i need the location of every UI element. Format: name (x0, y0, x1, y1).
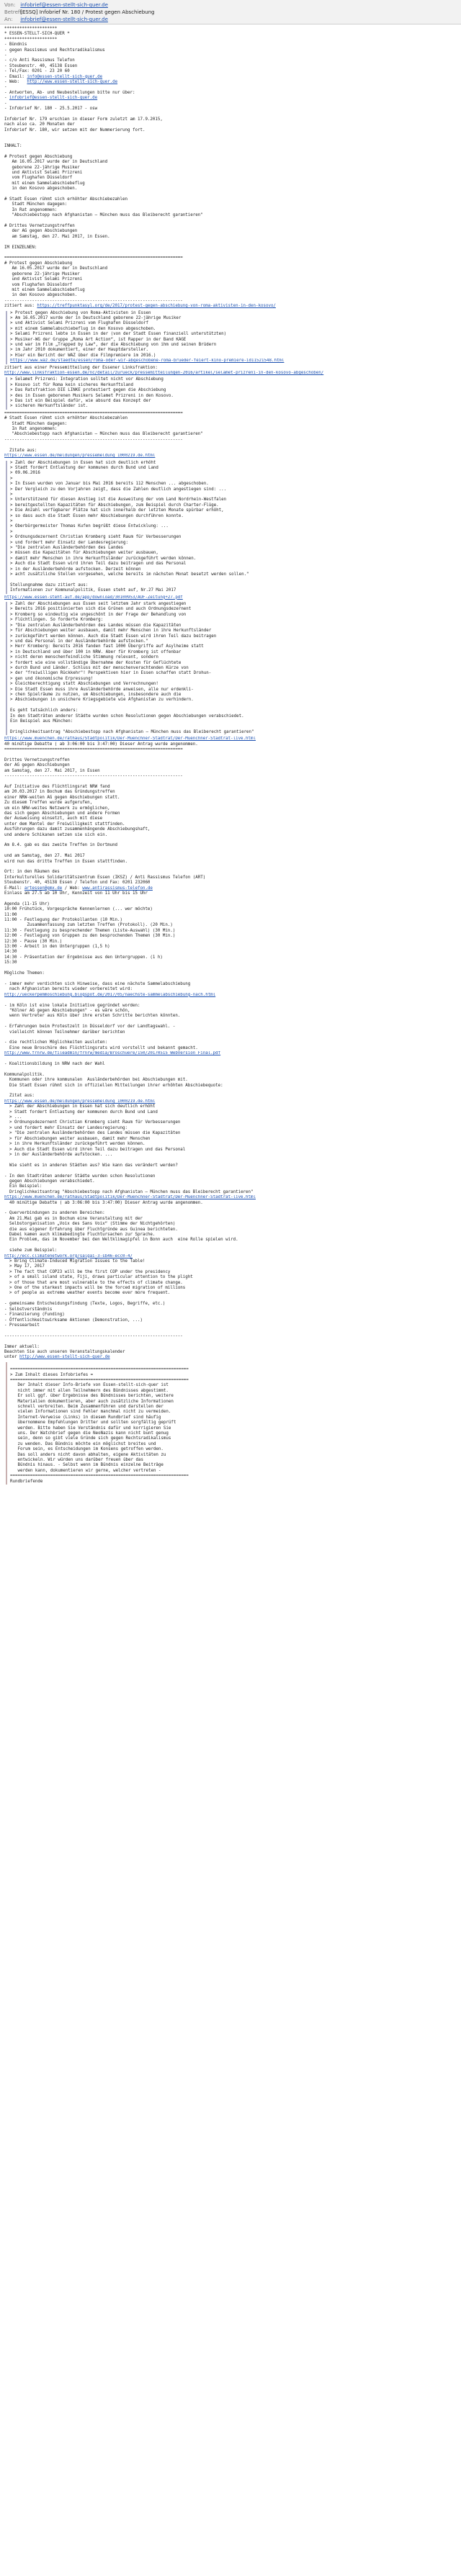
to-key: An: (4, 17, 13, 22)
section-vernetzungstreffen (4, 747, 457, 993)
quote-essen-steht-auf-text: > Zahl der Abschiebungen aus Essen seit letztem Jahr stark angestiegen > Bereits 2016 positionierten sich die Grünen und auch Ordnungsdezernent > Kromberg so eindeutig wie ungeschönt in der Frage der Behandlung von > Flüchtlingen. So forderte Kromberg: > "Die zentralen Ausländerbehörden des Landes müssen die Kapazitäten > für Abschiebungen weiter ausbauen, damit mehr Menschen in ihre Herkunftsländer > zurückgeführt werden können. Auch die Stadt Essen wird ihren Teil dazu beitragen > und das Personal in der Ausländerbehörde aufstocken." > Herr Kromberg: Bereits 2016 fanden fast 1000 Übergriffe auf Asylheime statt > in Deutschland und über 100 in NRW. Aber für Kromberg ist offenbar > nicht deren menschenfeindliche Stimmung relevant, sondern > fordert wie eine vollständige Übernahme der Kosten für Geflüchtete > durch Bund und Länder. Schluss mit der menschenverachtenden Kürze von > der "freiwilligen Rückkehr"! Perspektiven hier in Essen schaffen statt Drohun- > gen und ökonomische Erpressung! > Gleichberechtigung statt Abschiebungen und Verrechnungen! > Die Stadt Essen muss ihre Ausländerbehörde anweisen, alle nur erdenkli- > chen Spielräume zu nutzen, um Abschiebungen, insbesondere auch die > Abschiebungen in unsichere Kriegsgebiete wie Afghanistan zu verhindern. Es geht tatsächlich anders: In den Stadträten anderer Städte wurden schon Resolutionen gegen Abschiebungen verabschiedet. Ein Beispiel aus München: Dringlichkeitsantrag "Abschiebestopp nach Afghanistan – München muss das Bleiberecht garantieren" (10, 602, 254, 734)
subject-row (4, 9, 457, 16)
disclaimer-text: Der Inhalt dieser Info-Briefe von Essen-stellt-sich-quer ist nicht immer mit allen Teilnehmern des Bündnisses abgestimmt. Er soll ggf. über Ergebnisse des Bündnisses berichten, weitere Materialien dokumentieren, aber auch zusätzliche Informationen schnell verbreiten. Beim Zusammenführen und darstellen der vielen Informationen sind Fehler manchmal nicht zu vermeiden. Internet-Verweise (Links) in diesem Rundbrief sind häufig übernommene Empfehlungen Dritter und sollten sorgfältig geprüft werden. Bitte haben Sie Verständnis dafür und korrigieren Sie uns. Der Watchbrief gegen die NeoNazis kann nicht bunt genug sein, denn so gibt viele Gründe sich gegen Rechtsradikalismus zu wenden. Das Bündnis möchte ein möglichst breites und Forum sein, es Entscheidungen im Konsens getroffen werden. Das soll anders nicht davon abhalten, eigene Aktivitäten zu entwickeln. Wir würden uns darüber freuen über das Bündnis hinaus. - Selbst wenn im Bündnis einzelne Beiträge werden kann, dokumentieren wir gerne, welcher vertreten - ======================================================================= Rundbriefende (10, 1383, 189, 1484)
treffpunktasyl-link[interactable]: https://treffpunktasyl.org/de/2017/protest-gegen-abschiebung-von-roma-aktivisten-in-den-kosovo/ (37, 304, 276, 309)
web-label: - Web: (4, 80, 27, 85)
from-row (4, 1, 457, 9)
recipient-address[interactable]: infobrief@essen-stellt-sich-quer.de (20, 17, 108, 22)
disclaimer-heading: ======================================================================= > Zum Inhalt dieses Infobriefes = ======================================================================= (10, 1367, 189, 1382)
to-row (4, 16, 457, 23)
from-key: Von: (4, 2, 16, 8)
section-abschiebezahlen: ======================================================================= # Stadt Essen rühmt sich erhöhter Abschiebezahlen Stadt München dagegen: In Rat angenommen: "Abschiebestopp nach Afghanistan – München muss das Bleiberecht garantieren" ----------------------------------------------------------------------- Zitate aus: (4, 410, 203, 453)
quote-linksfraktion-text: > Selamet Prizreni: Integration solltet nicht vor Abschiebung > Kosovo ist für Roma kein sicheres Herkunftsland > Das Ratsfraktion DIE LINKE protestiert gegen die Abschiebung > des in Essen geborenen Musikers Selamet Prizreni in den Kosovo. > Das ist ein Beispiel dafür, wie absurd das Konzept der > sicheren Herkunftsländer ist. (10, 377, 174, 409)
essen-steht-auf-link[interactable]: https://www.essen-steht-auf.de/app/download/30100953/AUF-Zeitung+27.pdf (4, 595, 183, 600)
sender-address[interactable]: infobrief@essen-stellt-sich-quer.de (20, 2, 108, 8)
subject-text: [ESSQ] Infobrief Nr. 180 / Protest gegen Abschiebung (20, 9, 155, 15)
essen-press-link[interactable]: https://www.essen.de/meldungen/pressemeldung_1000219.de.html (4, 454, 156, 459)
climate-text: > Bring Climate-Induced Migration Issues to the Table! > May 17, 2017 > The fact that COP23 will be the first COP under the presidency > of a small island state, Fiji, draws particular attention to the plight > of those that are most vulnerable to the effects of climate change. > One of the starkest impacts will be the forced migration of millions > of people as extreme weather events become ever more frequent. - gemeinsame Entscheidungsfindung (Texte, Logos, Begriffe, etc.) - Selbstverständnis - Finanzierung (Funding) - Öffentlichkeitswirksame Aktionen (Demonstration, ...) - Pressearbeit ----------------------------------------------------------------------- Immer aktuell: Beachten Sie auch unseren Veranstaltungskalender unter (4, 1259, 193, 1360)
linksfraktion-link[interactable]: http://www.linksfraktion-essen.de/nc/detail/zurueck/pressemitteilungen-2016/artikel/selamet-prizreni-in-den-kosovo-abgeschoben/ (4, 371, 324, 375)
art-email-link[interactable]: artessen@gmx.de (24, 886, 63, 891)
muenchen-stadtrat-link-2[interactable]: https://www.muenchen.de/rathaus/Stadtpolitik/Der-Muenchner-Stadtrat/Der-Muenchner-Stadtrat-live.html (4, 1195, 256, 1200)
quote-essen-press (6, 461, 457, 594)
debate-note: 40 minütige Debatte ( ab 3:06:00 bis 3:47:00) Dieser Antrag wurde angenommen. (4, 742, 198, 747)
message-header (0, 0, 461, 24)
subscribe-email-link[interactable]: infobrief@essen-stellt-sich-quer.de (9, 96, 98, 101)
quote-and-resolution-text: > Zahl der Abschiebungen in Essen hat sich deutlich erhöht > Stadt fordert Entlastung der kommunen durch Bund und Land > ... > Ordnungsdezernent Christian Kromberg sieht Raum für Verbesserungen > und fordert mehr Einsatz der Landesregierung: > "Die zentralen Ausländerbehörden des Landes müssen die Kapazitäten > für Abschiebungen weiter ausbauen, damit mehr Menschen > in ihre Herkunftsländer zurückgeführt werden können. > Auch die Stadt Essen wird ihren Teil dazu beitragen und das Personal > in der Ausländerbehörde aufstocken. ... Wie sieht es in anderen Städten aus? Wie kann das verändert werden? - In den Stadträten anderer Städte wurden schon Resolutionen gegen Abschiebungen verabschiedet. Ein Beispiel: Dringlichkeitsantrag "Abschiebestopp nach Afghanistan – München muss das Bleiberecht garantieren" (4, 1104, 254, 1194)
topics-text: - im Köln ist eine lokale Initiative gegründet worden: "Kölner AG gegen Abschiebungen" - es wäre schön, wenn Vertreter aus Köln über ihre ersten Schritte berichten könnten. - Erfahrungen beim Protestzelt in Düsseldorf vor der Landtagswahl. - vielleicht können Teilnehmer darüber berichten - die rechtlichen Möglichkeiten ausloten: Eine neue Broschüre des Flüchtlingsrats wird vorstellt und bekannt gemacht. (4, 1003, 198, 1050)
antirassismus-telefon-link[interactable]: www.antirassismus-telefon.de (82, 886, 153, 891)
toc-text: - - Infobrief Nr. 180 - 25.5.2017 - osw Infobrief Nr. 179 erschien in dieser Form zuletzt am 17.9.2015, nach also ca. 20 Monaten der Infobrief Nr. 180, wir setzen mit der Nummerierung fort. INHALT: # Protest gegen Abschiebung Am 16.05.2017 wurde der in Deutschland geborene 22-jährige Musiker und Aktivist Selami Prizreni vom Flughafen Düsseldorf mit einem Sammelabschiebeflug in den Kosovo abgeschoben. # Stadt Essen rühmt sich erhöhter Abschiebezahlen Stadt München dagegen: In Rat angenommen: "Abschiebestopp nach Afghanistan – München muss das Bleiberecht garantieren" # Drittes Vernetzungstreffen der AG gegen Abschiebungen am Samstag, den 27. Mai 2017, in Essen. IM EINZELNEN: ======================================================================= # Protest gegen Abschiebung Am 16.05.2017 wurde der in Deutschland geborene 22-jährige Musiker und Aktivist Selami Prizreni vom Flughafen Düsseldorf mit einem Sammelabschiebeflug in den Kosovo abgeschoben. ----------------------------------------------------------------------- (4, 101, 203, 303)
muenchen-stadtrat-link[interactable]: https://www.muenchen.de/rathaus/Stadtpolitik/Der-Muenchner-Stadtrat/Der-Muenchner-Stadtrat-live.html (4, 737, 256, 742)
website-link[interactable]: http://www.essen-stellt-sich-quer.de (27, 80, 118, 85)
contact-email-link[interactable]: info@essen-stellt-sich-quer.de (27, 74, 103, 79)
kommunalpolitik-text: - Koalitionsbildung in NRW nach der Wahl Kommunalpolitik. Kommunen oder ihre kommunalen Ausländerbehörden bei Abschiebungen mit. Die Stadt Essen rühmt sich in offiziellen Mitteilungen ihrer erhöhten Abschiebequote: Zitat aus: (4, 1062, 223, 1099)
frnrw-brochure-link[interactable]: http://www.frnrw.de/fileadmin/frnrw/media/Broschuere/150/20170515_WebVersion_Final.pdf (4, 1051, 221, 1056)
waz-link[interactable]: https://www.waz.de/staedte/essen/roma-oder-wir-abgeschobene-roma-brueder-feiert-kino-premiere-id11521548.html (10, 359, 285, 364)
masthead (4, 27, 457, 304)
quote-linksfraktion (6, 377, 457, 409)
disclaimer-box (6, 1362, 457, 1485)
citation-label: zitiert aus: (4, 304, 37, 309)
agenda-text: Einlass am 27.5 ab 10 Uhr, Kennzeit von 11 Uhr bis 15 Uhr Agenda (11-15 Uhr) 10:00 Frühstück, Vorgespräche Kennenlernen (... wer möchte) 11:00 11:00 - Festlegung der Protokollanten (10 Min.) Zusammenfassung zum letzten Treffen (Protokoll). (20 Min.) 11:30 - Festlegung zu besprechender Themen (Liste-Auswahl) (30 Min.) 12:00 - Festlegung von Gruppen zu den besprochenden Themen (30 Min.) 12:30 - Pause (30 Min.) 13:00 - Arbeit in den Untergruppen (1,5 h) 14:30 14:30 - Präsentation der Ergebnisse aus den Untergruppen. (1 h) 15:30 Mögliche Themen: - immer mehr verdichten sich Hinweise, dass eine nächste Sammelabschiebung nach Afghanistan bereits wieder vorbereitet wird: (4, 891, 191, 992)
quote-essen-press-text: > Zahl der Abschiebungen in Essen hat sich deutlich erhöht > Stadt fordert Entlastung der kommunen durch Bund und Land > 09.06.2016 > > In Essen wurden von Januar bis Mai 2016 bereits 112 Menschen ... abgeschoben. > Der Vergleich zu den Vorjahren zeigt, dass die Zahlen deutlich angestiegen sind: ... > > Unterstützend für diesen Anstieg ist die Ausweitung der vom Land Nordrhein-Westfalen > bereitgestellten Kapazitäten für Abschiebungen, zum Beispiel durch Charter-Flüge. > Die Anzahl verfügbarer Plätze hat sich innerhalb der letzten Monate spürbar erhöht, > so dass auch die Stadt Essen mehr Abschiebungen durchführen konnte. > > Oberbürgermeister Thomas Kufen begrüßt diese Entwicklung: ... > > Ordnungsdezernent Christian Kromberg sieht Raum für Verbesserungen > und fordert mehr Einsatz der Landesregierung: > "Die zentralen Ausländerbehörden des Landes > müssen die Kapazitäten für Abschiebungen weiter ausbauen, > damit mehr Menschen in ihre Herkunftsländer zurückgeführt werden können. > Auch die Stadt Essen wird ihren Teil dazu beitragen und das Personal > in der Ausländerbehörde aufstocken. Derzeit können > acht zusätzliche Stellen vorgesehen, welche bereits im nächsten Monat besetzt werden sollen." Stellungnahme dazu zitiert aus: Informationen zur Kommunalpolitik, Essen steht auf, Nr.27 Mai 2017 (10, 460, 249, 593)
message-body (0, 24, 461, 1488)
quote-essen-steht-auf (6, 602, 457, 735)
climate-quote-and-calendar (4, 1259, 457, 1361)
web-separator: / Web: (62, 886, 83, 891)
querverbindungen-text: 40 minütige Debatte ( ab 3:06:00 bis 3:47:00) Dieser Antrag wurde angenommen. - Querverbindungen zu anderen Bereichen: Am 21.Mai gab es in Bochum eine Veranstaltung mit der Selbstorganisation „Voix des Sans Voix“ (Stimme der Nichtgehörten) die aus eigener Erfahrung über Fluchtgründe aus Guinea berichteten. Dabei kamen auch klimabedingte Fluchtursachen zur Sprache. Ein Problem, das im November bei den Weltklimagipfel in Bonn auch eine Rolle spielen wird. siehe zum Beispiel: (4, 1200, 238, 1253)
quote-protest (6, 311, 457, 364)
calendar-link[interactable]: http://www.essen-stellt-sich-quer.de (19, 1355, 110, 1360)
citation-line-2: zitiert aus einer Pressemitteilung der Essener Linksfraktion: (4, 365, 158, 370)
subject-key: Betreff: (4, 9, 24, 15)
essen-press-link-2[interactable]: https://www.essen.de/meldungen/pressemeldung_1000219.de.html (4, 1099, 156, 1104)
quote-protest-text: > Protest gegen Abschiebung von Roma-Aktivisten in Essen > Am 16.05.2017 wurde der in Deutschland geborene 22-jährige Musiker > und Aktivist Selami Prizreni vom Flughafen Düsseldorf > mit einem Sammelabschiebeflug in den Kosovo abgeschoben. > Selami Prizreni lebte in Essen in der (von der Stadt Essen finanziell unterstützten) > Musiker-WG der Gruppe „Roma Art Action“, ist Rapper in der Band KAGE > und war im Film „Trapped by Law“, der die Abschiebung von ihm und seinen Brüdern > im Jahr 2010 dokumentiert, einer der Hauptdarsteller. > Hier ein Bericht der WAZ über die Filmpremiere im 2016.) (10, 310, 227, 358)
subscribe-text: - - Antworten, Ab- und Neubestellungen bitte nur über: - (4, 85, 135, 101)
masthead-text: ********************* * ESSEN-STELLT-SICH-QUER * ********************* - Bündnis - gegen Rassismus und Rechtsradikalismus - - c/o Anti Rassismus Telefon - Steubenstr. 40, 45138 Essen - Tel/Fax: 0201 - 23 20 60 - Email: (4, 27, 105, 79)
climatenetwork-link[interactable]: http://ecc.climatenetwork.org/salgai-3-sb46-ecc0-4/ (4, 1253, 133, 1258)
sammelabschiebung-blog-link[interactable]: http://ueckerpemmoschiebung.blogspot.de/2017/05/naechste-sammelabschiebung-nach.html (4, 992, 216, 997)
citation-line-1 (4, 304, 457, 309)
vernetzung-text: ======================================================================= Drittes Vernetzungstreffen der AG gegen Abschiebungen am Samstag, den 27. Mai 2017, in Essen ----------------------------------------------------------------------- Auf Initiative des Flüchtlingsrat NRW fand am 20.03.2017 in Bochum das Gründungstreffen einer NRW-weiten AG gegen Abschiebungen statt. Zu diesem Treffen wurde aufgerufen, um ein NRW-weites Netzwerk zu ermöglichen, das sich gegen Abschiebungen und andere Formen der Ausweisung einsetzt, auch mit diese unter dem Mantel der Freiwilligkeit stattfinden. Ausführungen dazu damit zusammenhängende Abschiebungshaft, und andere Schikanen setzen sie sich ein. Am 8.4. gab es das zweite Treffen in Dortmund und am Samstag, den 27. Mai 2017 wird nun das dritte Treffen in Essen stattfinden. Ort: in den Räumen des Interkulturelles Solidaritätszentrum Essen (IKSZ) / Anti Rassismus Telefon (ART) Steubenstr. 40, 45138 Essen / Telefon und Fax: 0201 232060 E-Mail: (4, 747, 206, 891)
